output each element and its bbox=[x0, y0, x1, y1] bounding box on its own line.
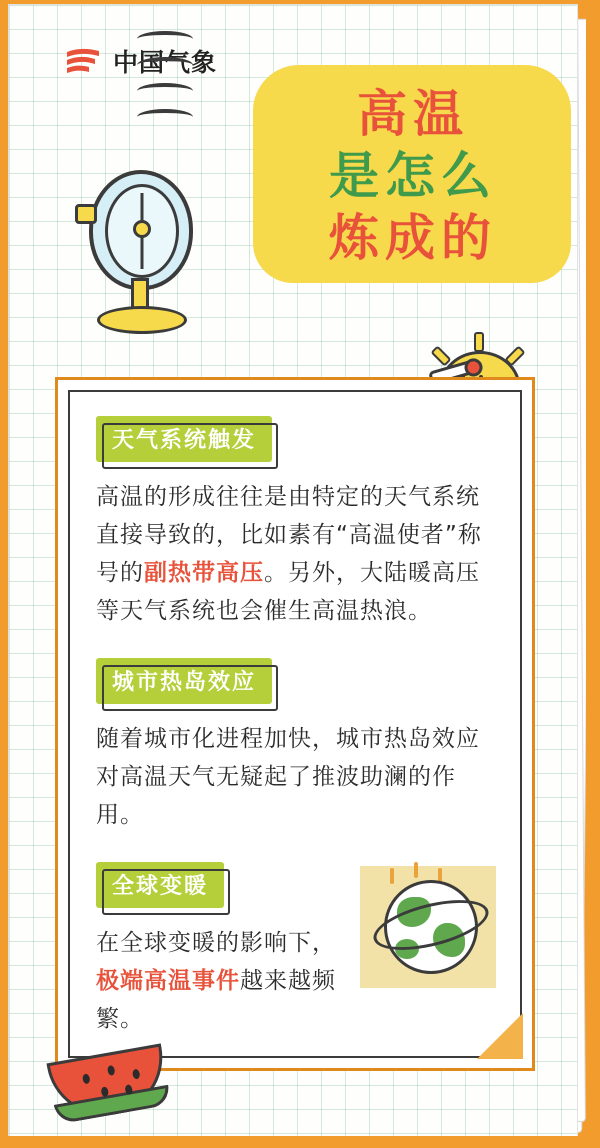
section-paragraph bbox=[96, 478, 494, 630]
title-line-2: 是怎么 bbox=[329, 147, 497, 205]
fan-grill bbox=[105, 184, 179, 278]
heat-line bbox=[390, 868, 394, 884]
warming-globe-icon bbox=[360, 866, 496, 988]
fan-knob bbox=[75, 204, 97, 224]
paragraph-highlight: 极端高温事件 bbox=[96, 968, 240, 994]
sun-ray bbox=[474, 332, 484, 352]
frame-edge-right bbox=[586, 0, 600, 1148]
content-card bbox=[55, 377, 535, 1071]
watermelon-rind bbox=[54, 1085, 172, 1125]
electric-fan-icon bbox=[71, 170, 211, 345]
watermelon-seed bbox=[107, 1065, 116, 1076]
poster-title bbox=[261, 83, 565, 269]
frame-edge-bottom bbox=[0, 1136, 600, 1148]
watermelon-seed bbox=[132, 1069, 141, 1080]
fan-hub bbox=[133, 220, 151, 238]
section-tag: 城市热岛效应 bbox=[96, 658, 272, 704]
card-corner-fold bbox=[477, 1013, 523, 1059]
section-paragraph bbox=[96, 924, 346, 1038]
watermelon-seed bbox=[82, 1073, 91, 1084]
heat-line bbox=[414, 862, 418, 878]
content-card-inner bbox=[68, 390, 522, 1058]
watermelon-flesh bbox=[46, 1043, 171, 1124]
fan-head bbox=[89, 170, 193, 290]
paragraph-text: 越来越频繁。 bbox=[96, 968, 336, 1032]
grid-paper-sheet bbox=[8, 4, 578, 1140]
paragraph-text: 。另外，大陆暖高压等天气系统也会催生高温热浪。 bbox=[96, 560, 480, 624]
brand-name: 中国气象 bbox=[113, 49, 218, 77]
title-line-3: 炼成的 bbox=[329, 209, 497, 267]
cma-wave-logo-icon bbox=[65, 46, 103, 76]
wind-lines-icon bbox=[137, 31, 207, 111]
title-line-1: 高温 bbox=[357, 85, 469, 143]
paragraph-text: 随着城市化进程加快，城市热岛效应对高温天气无疑起了推波助澜的作用。 bbox=[96, 726, 480, 828]
section-tag: 天气系统触发 bbox=[96, 416, 272, 462]
paragraph-text: 高温的形成往往是由特定的天气系统直接导致的，比如素有“高温使者”称号的 bbox=[96, 484, 482, 586]
paragraph-text: 在全球变暖的影响下， bbox=[96, 930, 336, 956]
section-weather-system bbox=[96, 416, 494, 630]
section-paragraph bbox=[96, 720, 494, 834]
fan-base bbox=[97, 306, 187, 334]
section-tag: 全球变暖 bbox=[96, 862, 224, 908]
section-urban-heat-island bbox=[96, 658, 494, 834]
watermelon-slice-icon bbox=[51, 1053, 171, 1123]
paragraph-highlight: 副热带高压 bbox=[144, 560, 264, 586]
